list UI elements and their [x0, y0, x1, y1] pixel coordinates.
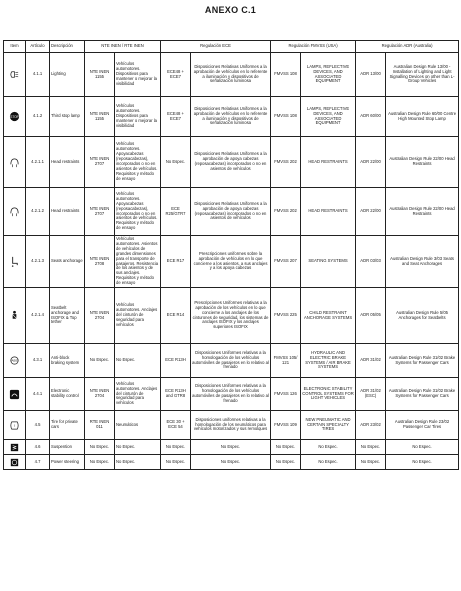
row-nte-code: NTE INEN 2707	[85, 188, 115, 236]
table-row	[4, 288, 459, 344]
row-fmvss-desc: No Espec.	[301, 440, 356, 455]
row-descripcion: Lighting	[50, 53, 85, 97]
row-adr-desc: Australian Design Rule 5/05 Anchorages for Seatbelts	[386, 288, 459, 344]
row-nte-code: NTE INEN 2708	[85, 236, 115, 288]
row-descripcion: Power steering	[50, 455, 85, 470]
row-adr-code: No Espec.	[356, 455, 386, 470]
row-fmvss-code: FMVSS 108	[271, 53, 301, 97]
document-title: ANEXO C.1	[204, 5, 257, 15]
table-row	[4, 440, 459, 455]
row-ece-desc: Disposiciones Relativas Uniformes a la aprobación de apoya cabezas (reposacabezas) incorporados o no en asientos de vehículos	[191, 188, 271, 236]
header-descripcion: Descripción	[50, 41, 85, 53]
row-descripcion: Tire for private cars	[50, 411, 85, 440]
row-ece-desc: Disposiciones Relativas Uniformes a la aprobación de vehículos en lo referente a iluminación y dispositivos de señalización luminosa	[191, 97, 271, 137]
row-articulo: 4.6	[26, 440, 50, 455]
row-nte-code: NTE INEN 1155	[85, 97, 115, 137]
table-row	[4, 411, 459, 440]
row-nte-desc: Neumáticos	[115, 411, 161, 440]
steering-icon	[4, 455, 26, 470]
table-row	[4, 97, 459, 137]
row-ece-desc: Disposiciones uniformes relativas a la homologación de los neumáticos para vehículos motorizados y sus remolques	[191, 411, 271, 440]
table-header-row	[4, 41, 459, 53]
row-ece-desc: No Espec.	[191, 455, 271, 470]
row-articulo: 4.2.1.2	[26, 188, 50, 236]
row-nte-code: No Espec.	[85, 455, 115, 470]
row-articulo: 4.7	[26, 455, 50, 470]
header-adr: Regulación ADR (Australia)	[356, 41, 459, 53]
row-ece-code: ECE R25/GTR7	[161, 188, 191, 236]
row-fmvss-desc: CHILD RESTRAINT ANCHORAGE SYSTEMS	[301, 288, 356, 344]
row-adr-desc: Australian Design Rule 22/00 Head Restraints	[386, 137, 459, 188]
row-descripcion: Seatbelt anchorage and ISOFIX & Top tether	[50, 288, 85, 344]
row-descripcion: Anti-block braking system	[50, 344, 85, 378]
row-nte-desc: Vehículos automotores. Apoyacabezas (reposacabezas), incorporados o no en asientos de vehículos. Requisitos y método de ensayo	[115, 188, 161, 236]
standards-table	[3, 40, 459, 470]
row-ece-code: ECE R17	[161, 236, 191, 288]
row-ece-code: ECE R13H and GTR8	[161, 378, 191, 411]
row-nte-code: RTE INEN 011	[85, 411, 115, 440]
row-nte-code: NTE INEN 2704	[85, 288, 115, 344]
row-adr-code: No Espec.	[356, 440, 386, 455]
row-ece-desc: Prescripciones Uniformes relativas a la aprobación de los vehículos en lo que concierne a los anclajes de los cinturones de seguridad, los sistemas de anclajes ISOFIX y los anclajes superiores ISOFIX	[191, 288, 271, 344]
table-row	[4, 236, 459, 288]
row-fmvss-desc: LAMPS, REFLECTIVE DEVICES, AND ASSOCIATED EQUIPMENT	[301, 53, 356, 97]
row-fmvss-code: FMVSS 225	[271, 288, 301, 344]
row-fmvss-desc: HYDRAULIC AND ELECTRIC BRAKE SYSTEMS / AIR BRAKE SYSTEMS	[301, 344, 356, 378]
svg-text:ABS: ABS	[11, 358, 18, 363]
table-row	[4, 455, 459, 470]
row-fmvss-desc: HEAD RESTRAINTS	[301, 137, 356, 188]
suspension-icon	[4, 440, 26, 455]
row-nte-code: NTE INEN 1155	[85, 53, 115, 97]
row-fmvss-code: FMVSS 108	[271, 97, 301, 137]
headlamp-icon	[4, 53, 26, 97]
row-adr-desc: Australian Design Rule 13/00 - Installation of Lighting and Light Signalling Devices on other than L-Group Vehicles	[386, 53, 459, 97]
row-adr-desc: No Espec.	[386, 455, 459, 470]
row-articulo: 4.2.1.3	[26, 236, 50, 288]
row-adr-code: ADR 22/00	[356, 137, 386, 188]
row-nte-desc: Vehículos automotores. Apoyacabezas (reposacabezas), incorporados o no en asientos de vehículos. Requisitos y método de ensayo	[115, 137, 161, 188]
row-ece-code: No Espec.	[161, 440, 191, 455]
table-row	[4, 137, 459, 188]
row-descripcion: Suspention	[50, 440, 85, 455]
row-ece-code: ECE R13H	[161, 344, 191, 378]
row-ece-code: No Espec.	[161, 137, 191, 188]
table-row	[4, 378, 459, 411]
stability-control-icon	[4, 378, 26, 411]
row-nte-code: NTE INEN 2704	[85, 378, 115, 411]
row-fmvss-desc: SEATING SYSTEMS	[301, 236, 356, 288]
table-row	[4, 344, 459, 378]
table-row	[4, 188, 459, 236]
row-adr-code: ADR 31/02	[356, 344, 386, 378]
row-ece-desc: No Espec.	[191, 440, 271, 455]
row-adr-desc: No Espec.	[386, 440, 459, 455]
row-fmvss-code: FMVSS 109	[271, 411, 301, 440]
row-ece-desc: Prescripciones uniformes sobre la aprobación de vehículos en lo que concierne a los asientos, a sus anclajes y a los apoya cabezas	[191, 236, 271, 288]
row-articulo: 4.3.1	[26, 344, 50, 378]
row-ece-code: ECE R14	[161, 288, 191, 344]
head-restraint-icon	[4, 188, 26, 236]
row-articulo: 4.5	[26, 411, 50, 440]
seat-anchorage-icon	[4, 236, 26, 288]
row-ece-desc: Disposiciones Relativas Uniformes a la aprobación de apoya cabezas (reposacabezas) incorporados o no en asientos de vehículos	[191, 137, 271, 188]
row-ece-desc: Disposiciones Uniformes relativas a la homologación de los vehículos automóviles de pasajeros en lo relativo al frenado	[191, 344, 271, 378]
row-fmvss-desc: No Espec.	[301, 455, 356, 470]
row-nte-desc: No Espec.	[115, 455, 161, 470]
row-ece-desc: Disposiciones Uniformes relativas a la homologación de los vehículos automóviles de pasajeros en lo relativo al frenado	[191, 378, 271, 411]
row-adr-desc: Australian Design Rule 31/02 Brake Systems for Passenger Cars	[386, 378, 459, 411]
header-articulo: Artículo	[26, 41, 50, 53]
row-fmvss-desc: NEW PNEUMATIC AND CERTAIN SPECIALTY TIRES	[301, 411, 356, 440]
row-descripcion: Head restraints	[50, 137, 85, 188]
row-nte-code: NTE INEN 2707	[85, 137, 115, 188]
row-fmvss-code: No Espec.	[271, 440, 301, 455]
row-descripcion: Head restraints	[50, 188, 85, 236]
header-ece: Regulación ECE	[161, 41, 271, 53]
row-nte-desc: Vehículos automotores. Anclajes del cinturón de seguridad para vehículos	[115, 288, 161, 344]
head-restraint-icon	[4, 137, 26, 188]
row-ece-code: No Espec.	[161, 455, 191, 470]
row-adr-code: ADR 31/02 (ESC)	[356, 378, 386, 411]
row-nte-desc: Vehículos automotores. Asientos de vehículos de grandes dimensiones para el transporte de pasajeros. Resistencia de los asientos y de sus anclajes. Requisitos y método de ensayo	[115, 236, 161, 288]
row-adr-code: ADR 13/00	[356, 53, 386, 97]
row-adr-code: ADR 23/02	[356, 411, 386, 440]
row-descripcion: Third stop lamp	[50, 97, 85, 137]
row-adr-code: ADR 03/03	[356, 236, 386, 288]
row-fmvss-code: FMVSS 126	[271, 378, 301, 411]
row-articulo: 4.2.1.1	[26, 137, 50, 188]
seatbelt-icon	[4, 288, 26, 344]
abs-icon	[4, 344, 26, 378]
row-descripcion: Electronic stability control	[50, 378, 85, 411]
table-row	[4, 53, 459, 97]
row-fmvss-desc: ELECTRONIC STABILITY CONTROL SYSTEMS FOR LIGHT VEHICLES	[301, 378, 356, 411]
row-fmvss-code: FMVSS 202	[271, 188, 301, 236]
svg-text:STOP: STOP	[10, 114, 19, 119]
row-nte-code: No Espec.	[85, 344, 115, 378]
row-ece-code: ECE 30 + ECE 54	[161, 411, 191, 440]
row-articulo: 4.1.2	[26, 97, 50, 137]
row-fmvss-code: FMVSS 105/ 121	[271, 344, 301, 378]
row-adr-code: ADR 22/00	[356, 188, 386, 236]
row-adr-desc: Australian Design Rule 3/03 Seats and Seat Anchorages	[386, 236, 459, 288]
stop-lamp-icon	[4, 97, 26, 137]
row-fmvss-code: FMVSS 207	[271, 236, 301, 288]
header-nte-inen: NTE INEN / RTE INEN	[85, 41, 161, 53]
row-articulo: 4.2.1.4	[26, 288, 50, 344]
row-adr-desc: Australian Design Rule 31/02 Brake Systems for Passenger Cars	[386, 344, 459, 378]
row-nte-desc: Vehículos automotores. Anclajes del cinturón de seguridad para vehículos	[115, 378, 161, 411]
row-fmvss-code: No Espec.	[271, 455, 301, 470]
tire-icon	[4, 411, 26, 440]
row-nte-desc: Vehículos automotores. Dispositivos para mantener o mejorar la visibilidad	[115, 97, 161, 137]
row-articulo: 4.4.1	[26, 378, 50, 411]
svg-text:!: !	[13, 423, 16, 428]
row-ece-desc: Disposiciones Relativas Uniformes a la aprobación de vehículos en lo referente a iluminación y dispositivos de señalización luminosa	[191, 53, 271, 97]
row-adr-code: ADR 05/05	[356, 288, 386, 344]
row-articulo: 4.1.1	[26, 53, 50, 97]
row-nte-code: No Espec.	[85, 440, 115, 455]
row-adr-code: ADR 60/00	[356, 97, 386, 137]
row-nte-desc: No Espec.	[115, 440, 161, 455]
row-fmvss-code: FMVSS 202	[271, 137, 301, 188]
row-fmvss-desc: LAMPS, REFLECTIVE DEVICES, AND ASSOCIATED EQUIPMENT	[301, 97, 356, 137]
row-adr-desc: Australian Design Rule 60/00 Centre High Mounted Stop Lamp	[386, 97, 459, 137]
header-fmvss: Regulación FMVSS (USA)	[271, 41, 356, 53]
row-adr-desc: Australian Design Rule 23/02 Passenger Car Tires	[386, 411, 459, 440]
row-descripcion: Seats anchorage	[50, 236, 85, 288]
row-ece-code: ECE48 + ECE7	[161, 97, 191, 137]
row-nte-desc: Vehículos automotores. Dispositivos para mantener o mejorar la visibilidad	[115, 53, 161, 97]
row-fmvss-desc: HEAD RESTRAINTS	[301, 188, 356, 236]
row-ece-code: ECE48 + ECE7	[161, 53, 191, 97]
row-adr-desc: Australian Design Rule 22/00 Head Restraints	[386, 188, 459, 236]
row-nte-desc: No Espec.	[115, 344, 161, 378]
header-item: Item	[4, 41, 26, 53]
